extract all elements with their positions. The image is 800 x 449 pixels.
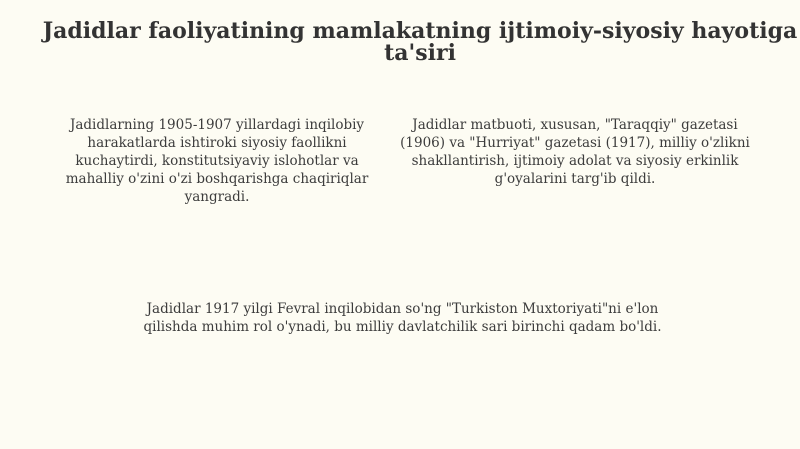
slide-title: Jadidlar faoliyatining mamlakatning ijtimoiy-siyosiy hayotiga ta'siri: [42, 18, 798, 66]
paragraph-turkestan-autonomy: Jadidlar 1917 yilgi Fevral inqilobidan so'ng "Turkiston Muxtoriyati"ni e'lon qilishda muhim rol o'ynadi, bu milliy davlatchilik sari birinchi qadam bo'ldi.: [143, 301, 662, 335]
paragraph-jadid-press: Jadidlar matbuoti, xususan, "Taraqqiy" gazetasi (1906) va "Hurriyat" gazetasi (1917), milliy o'zlikni shakllantirish, ijtimoiy adolat va siyosiy erkinlik g'oyalarini targ'ib qildi.: [400, 117, 750, 187]
paragraph-revolution-1905: Jadidlarning 1905-1907 yillardagi inqilobiy harakatlarda ishtiroki siyosiy faollikni kuchaytirdi, konstitutsiyaviy islohotlar va mahalliy o'zini o'zi boshqarishga chaqiriqlar yangradi.: [65, 117, 369, 205]
